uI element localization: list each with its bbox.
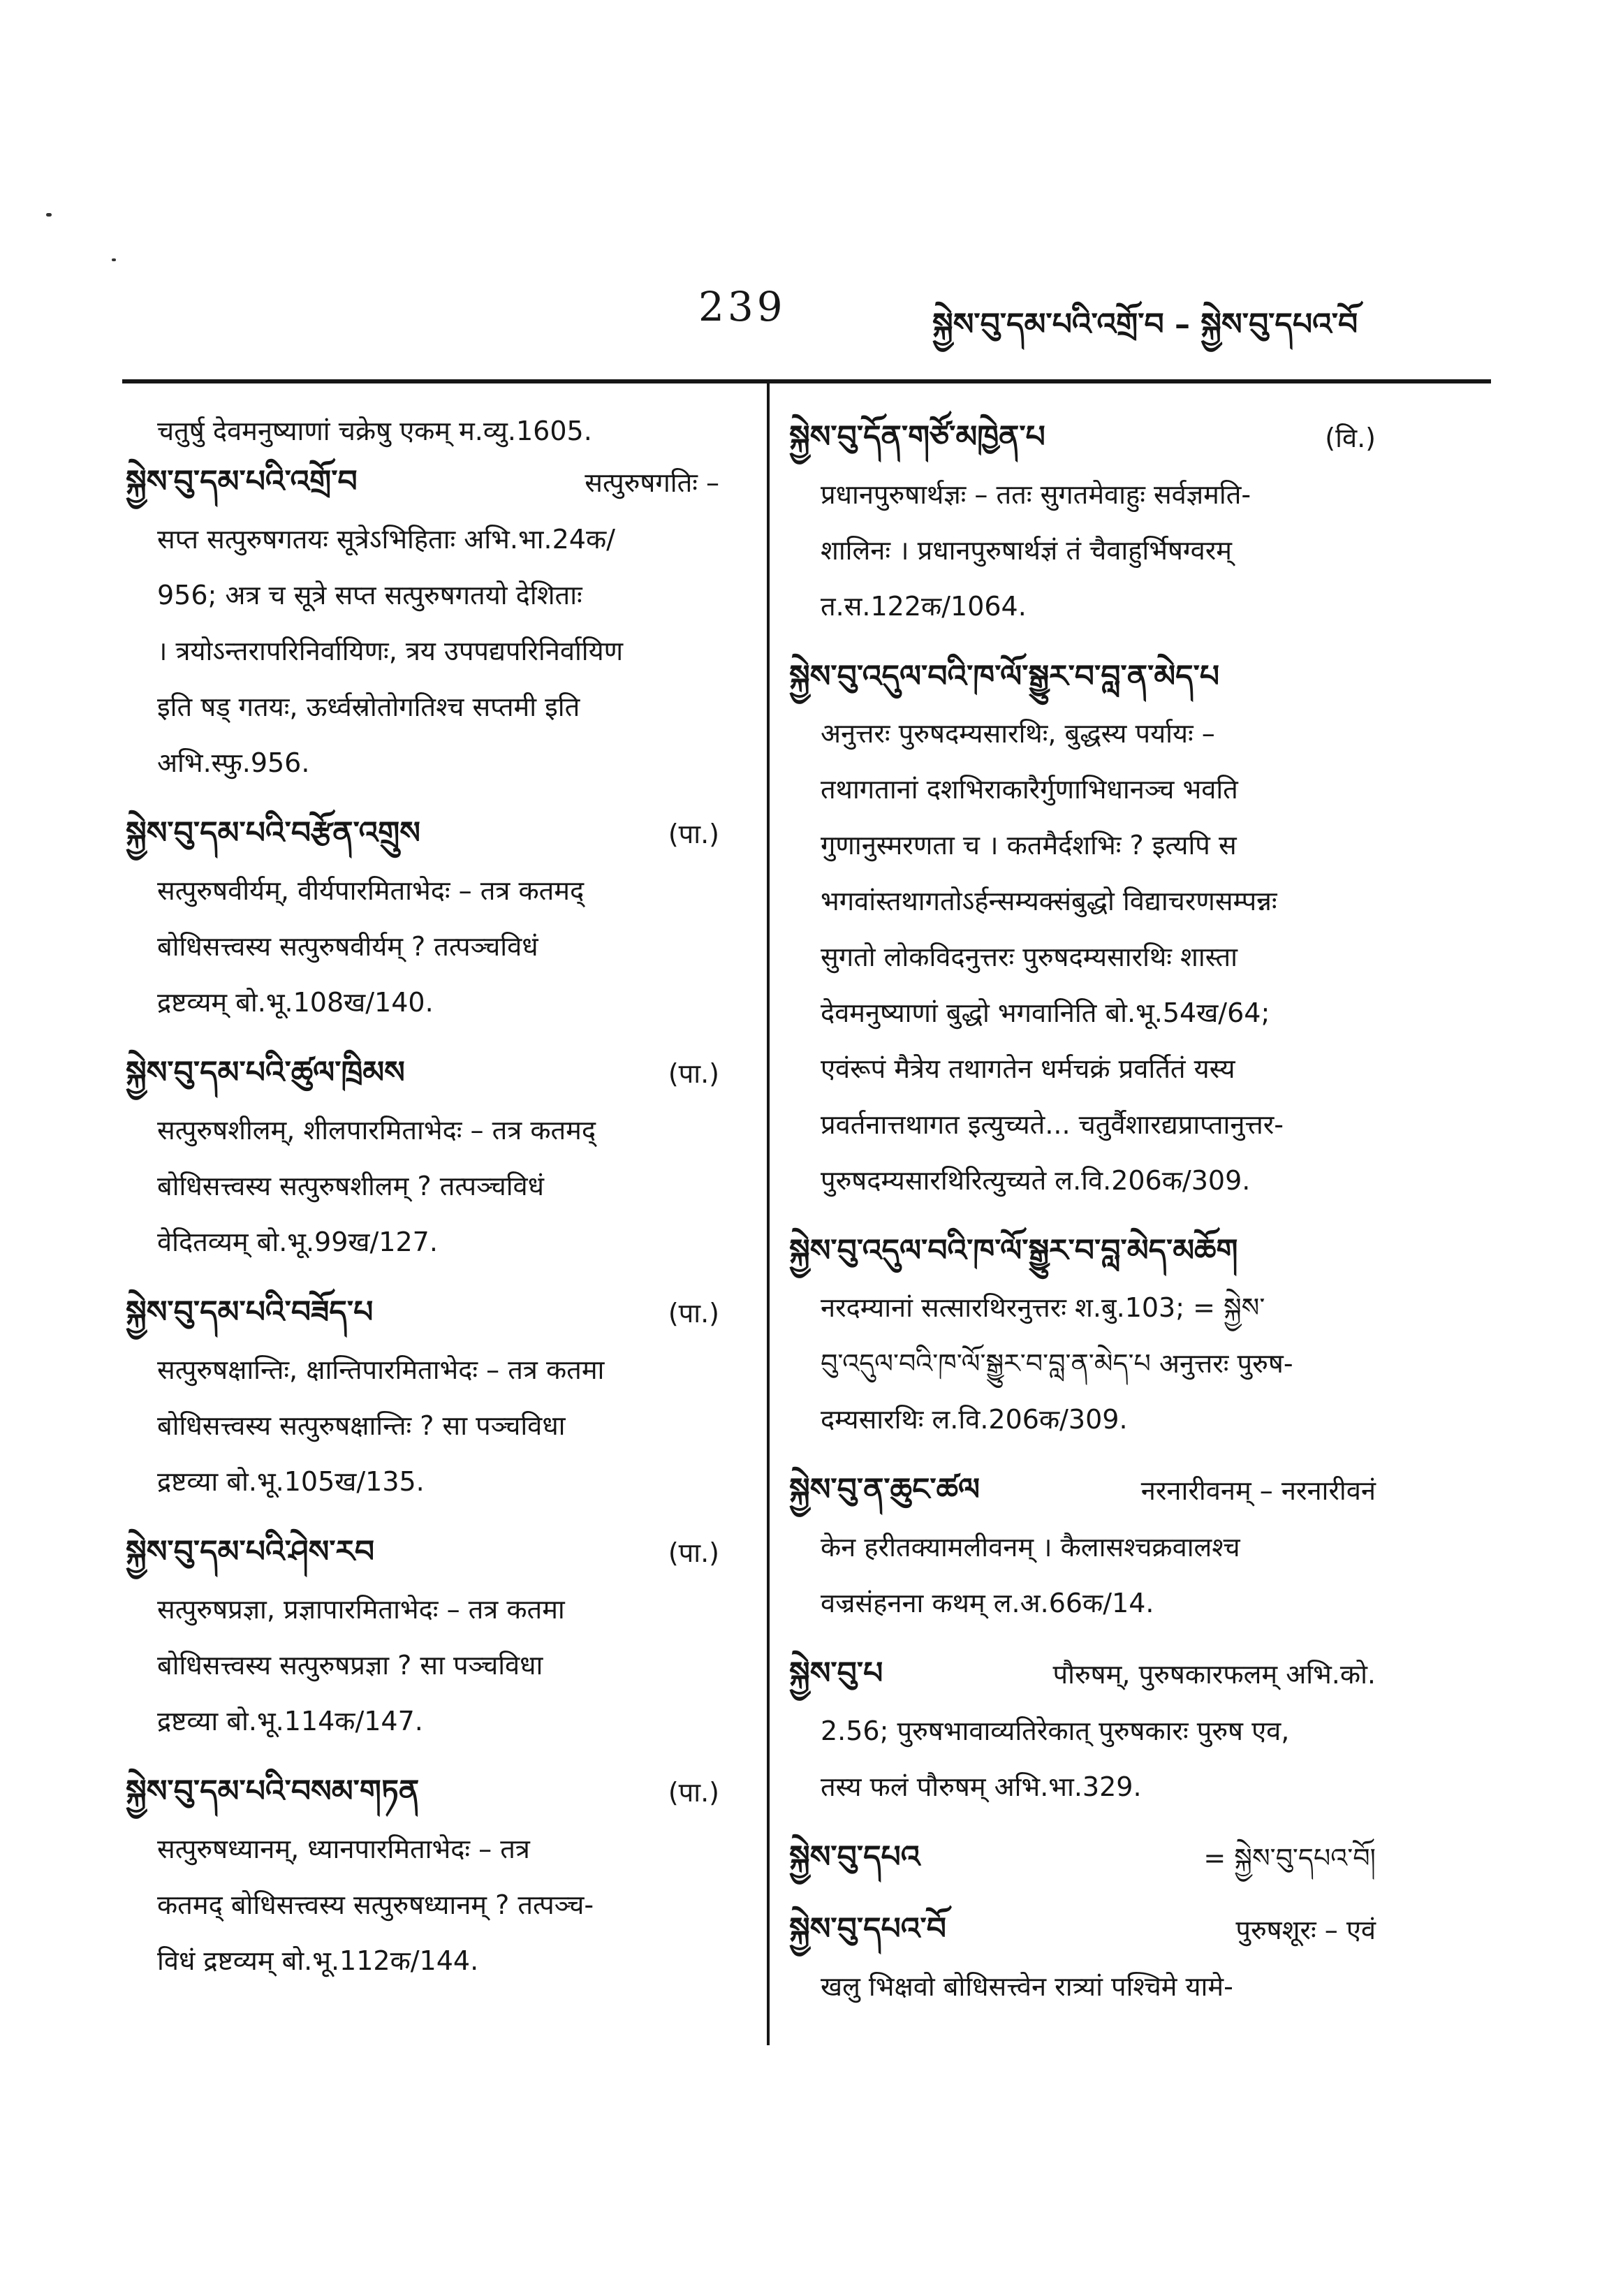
entry-gloss: पौरुषम्, पुरुषकारफलम् अभि.को. bbox=[1052, 1659, 1376, 1690]
headword-line bbox=[789, 1645, 1397, 1703]
entry bbox=[126, 1523, 740, 1749]
headword-line bbox=[789, 1901, 1397, 1959]
headword-line bbox=[126, 453, 740, 511]
entry-tag: (पा.) bbox=[668, 819, 719, 849]
entry-line: द्रष्टव्या बो.भू.105ख/135. bbox=[157, 1466, 425, 1497]
entry-gloss: नरनारीवनम् – नरनारीवनं bbox=[1140, 1475, 1376, 1506]
column-divider bbox=[767, 383, 770, 2045]
headword-line bbox=[789, 1461, 1397, 1519]
headword-line bbox=[126, 1044, 740, 1102]
entry-line: । त्रयोऽन्तरापरिनिर्वायिणः, त्रय उपपद्यपरिनिर्वायिण bbox=[157, 636, 624, 666]
entry-line: बोधिसत्त्वस्य सत्पुरुषशीलम् ? तत्पञ्चविधं bbox=[157, 1171, 545, 1201]
entry-line: सत्पुरुषप्रज्ञा, प्रज्ञापारमिताभेदः – तत्र कतमा bbox=[157, 1594, 565, 1625]
entry-line: बोधिसत्त्वस्य सत्पुरुषक्षान्तिः ? सा पञ्चविधा bbox=[157, 1410, 566, 1441]
entry-line: इति षड् गतयः, ऊर्ध्वस्रोतोगतिश्च सप्तमी इति bbox=[157, 692, 580, 722]
headword-line bbox=[789, 409, 1397, 467]
entry bbox=[126, 453, 740, 791]
header-rule bbox=[122, 379, 1491, 383]
entry-line: विधं द्रष्टव्यम् बो.भू.112क/144. bbox=[157, 1945, 479, 1976]
entry bbox=[126, 1284, 740, 1509]
headword: སྐྱེས་བུ་འདུལ་བའི་ཁ་ལོ་སྒྱུར་བ་བླ་ན་མེད་པ bbox=[789, 659, 1220, 694]
right-column bbox=[789, 409, 1397, 2028]
entry-line: देवमनुष्याणां बुद्धो भगवानिति बो.भू.54ख/64; bbox=[821, 997, 1270, 1028]
entry-line: वेदितव्यम् बो.भू.99ख/127. bbox=[157, 1227, 438, 1257]
entry-line: अभि.स्फु.956. bbox=[157, 747, 310, 778]
headword: སྐྱེས་བུ་དཔའ་བོ bbox=[789, 1911, 946, 1947]
entry-line: प्रवर्तनात्तथागत इत्युच्यते... चतुर्वैशारद्यप्राप्तानुत्तर- bbox=[821, 1109, 1284, 1140]
headword: སྐྱེས་བུ་དོན་གཙོ་མཁྱེན་པ bbox=[789, 419, 1045, 455]
entry-line: བུ་འདུལ་བའི་ཁ་ལོ་སྒྱུར་བ་བླ་ན་མེད་པ अनुत्तरः पुरुष- bbox=[821, 1348, 1293, 1379]
entry bbox=[789, 1222, 1397, 1447]
entry-line: 2.56; पुरुषभावाव्यतिरेकात् पुरुषकारः पुरुष एव, bbox=[821, 1716, 1290, 1746]
headword-line bbox=[126, 1763, 740, 1821]
entry-line: पुरुषदम्यसारथिरित्युच्यते ल.वि.206क/309. bbox=[821, 1165, 1251, 1196]
headword: སྐྱེས་བུ་པ bbox=[789, 1655, 883, 1691]
entry-line: खलु भिक्षवो बोधिसत्त्वेन रात्र्यां पश्चिमे यामे- bbox=[821, 1971, 1233, 2002]
entry-line: सत्पुरुषवीर्यम्, वीर्यपारमिताभेदः – तत्र कतमद् bbox=[157, 875, 585, 906]
headword: སྐྱེས་བུ་དམ་པའི་འགྲོ་བ bbox=[126, 464, 358, 499]
entry bbox=[789, 409, 1397, 634]
entry-line: नरदम्यानां सत्सारथिरनुत्तरः श.बु.103; = སྐྱེས་ bbox=[821, 1292, 1265, 1323]
headword: སྐྱེས་བུ་འདུལ་བའི་ཁ་ལོ་སྒྱུར་བ་བླ་མེད་མཆོག bbox=[789, 1233, 1238, 1268]
entry bbox=[126, 805, 740, 1030]
entry-line: केन हरीतक्यामलीवनम् । कैलासश्चक्रवालश्च bbox=[821, 1532, 1240, 1563]
entry-line: गुणानुस्मरणता च । कतमैर्दशभिः ? इत्यपि स bbox=[821, 830, 1237, 861]
left-column bbox=[126, 409, 740, 2003]
headword-line bbox=[126, 805, 740, 863]
entry-line: बोधिसत्त्वस्य सत्पुरुषवीर्यम् ? तत्पञ्चविधं bbox=[157, 931, 538, 962]
entry-tag: (वि.) bbox=[1325, 423, 1376, 453]
entry-line: तस्य फलं पौरुषम् अभि.भा.329. bbox=[821, 1771, 1142, 1802]
entry-line: द्रष्टव्या बो.भू.114क/147. bbox=[157, 1706, 423, 1736]
headword: སྐྱེས་བུ་དམ་པའི་ཤེས་རབ bbox=[126, 1534, 375, 1570]
entry-line: कतमद् बोधिसत्त्वस्य सत्पुरुषध्यानम् ? तत्पञ्च- bbox=[157, 1889, 594, 1920]
headword: སྐྱེས་བུ་དམ་པའི་བརྩོན་འགྲུས bbox=[126, 815, 420, 851]
headword-line bbox=[126, 1284, 740, 1342]
entry bbox=[789, 648, 1397, 1208]
entry-line: त.स.122क/1064. bbox=[821, 591, 1027, 622]
headword-line bbox=[789, 1829, 1397, 1887]
entry-line: भगवांस्तथागतोऽर्हन्सम्यक्संबुद्धो विद्याचरणसम्पन्नः bbox=[821, 886, 1277, 916]
headword-line bbox=[789, 1222, 1397, 1280]
entry-line: तथागतानां दशभिराकारैर्गुणाभिधानञ्च भवति bbox=[821, 774, 1238, 805]
entry-line: द्रष्टव्यम् बो.भू.108ख/140. bbox=[157, 987, 434, 1018]
entry bbox=[126, 1763, 740, 1989]
entry-tag: (पा.) bbox=[668, 1777, 719, 1808]
entry bbox=[126, 1044, 740, 1270]
entry-line: एवंरूपं मैत्रेय तथागतेन धर्मचक्रं प्रवर्तितं यस्य bbox=[821, 1053, 1235, 1084]
entry-gloss: पुरुषशूरः – एवं bbox=[1235, 1915, 1376, 1945]
entry-gloss: सत्पुरुषगतिः – bbox=[585, 467, 719, 498]
entry-line: सत्पुरुषशीलम्, शीलपारमिताभेदः – तत्र कतमद् bbox=[157, 1115, 596, 1146]
cross-reference: = སྐྱེས་བུ་དཔའ་བོ། bbox=[1203, 1843, 1376, 1873]
entry bbox=[789, 1461, 1397, 1631]
entry-line: सप्त सत्पुरुषगतयः सूत्रेऽभिहिताः अभि.भा.24क/ bbox=[157, 524, 615, 555]
entry-tag: (पा.) bbox=[668, 1298, 719, 1329]
lead-line: चतुर्षु देवमनुष्याणां चक्रेषु एकम् म.व्यु.1605. bbox=[157, 416, 592, 446]
entry-line: अनुत्तरः पुरुषदम्यसारथिः, बुद्धस्य पर्यायः – bbox=[821, 718, 1215, 749]
entry-line: सत्पुरुषक्षान्तिः, क्षान्तिपारमिताभेदः – तत्र कतमा bbox=[157, 1354, 605, 1385]
headword-line bbox=[789, 648, 1397, 705]
page-number: 239 bbox=[698, 283, 786, 330]
headword-line bbox=[126, 1523, 740, 1581]
headword: སྐྱེས་བུ་དམ་པའི་བསམ་གཏན bbox=[126, 1774, 420, 1809]
entry-line: वज्रसंहनना कथम् ल.अ.66क/14. bbox=[821, 1588, 1154, 1618]
headword: སྐྱེས་བུ་དཔའ bbox=[789, 1839, 920, 1875]
entry-line: 956; अत्र च सूत्रे सप्त सत्पुरुषगतयो देशिताः bbox=[157, 580, 582, 610]
headword: སྐྱེས་བུ་དམ་པའི་བཟོད་པ bbox=[126, 1294, 374, 1330]
entry-line: बोधिसत्त्वस्य सत्पुरुषप्रज्ञा ? सा पञ्चविधा bbox=[157, 1650, 543, 1681]
running-head: སྐྱེས་བུ་དམ་པའི་འགྲོ་བ – སྐྱེས་བུ་དཔའ་བོ bbox=[932, 307, 1358, 342]
scan-speck bbox=[112, 258, 116, 261]
entry-tag: (पा.) bbox=[668, 1537, 719, 1568]
entry-line: सुगतो लोकविदनुत्तरः पुरुषदम्यसारथिः शास्ता bbox=[821, 942, 1238, 972]
entry bbox=[789, 1829, 1397, 1887]
headword: སྐྱེས་བུ་ན་ཆུང་ཚལ bbox=[789, 1472, 981, 1507]
entry-tag: (पा.) bbox=[668, 1058, 719, 1089]
entry-line: शालिनः । प्रधानपुरुषार्थज्ञं तं चैवाहुर्भिषग्वरम् bbox=[821, 535, 1232, 566]
entry-line: प्रधानपुरुषार्थज्ञः – ततः सुगतमेवाहुः सर्वज्ञमति- bbox=[821, 479, 1251, 510]
entry bbox=[789, 1645, 1397, 1815]
entry bbox=[789, 1901, 1397, 2015]
entry-line: सत्पुरुषध्यानम्, ध्यानपारमिताभेदः – तत्र bbox=[157, 1834, 530, 1864]
scan-speck bbox=[46, 213, 52, 217]
entry-line: दम्यसारथिः ल.वि.206क/309. bbox=[821, 1404, 1128, 1435]
headword: སྐྱེས་བུ་དམ་པའི་ཚུལ་ཁྲིམས bbox=[126, 1055, 405, 1090]
